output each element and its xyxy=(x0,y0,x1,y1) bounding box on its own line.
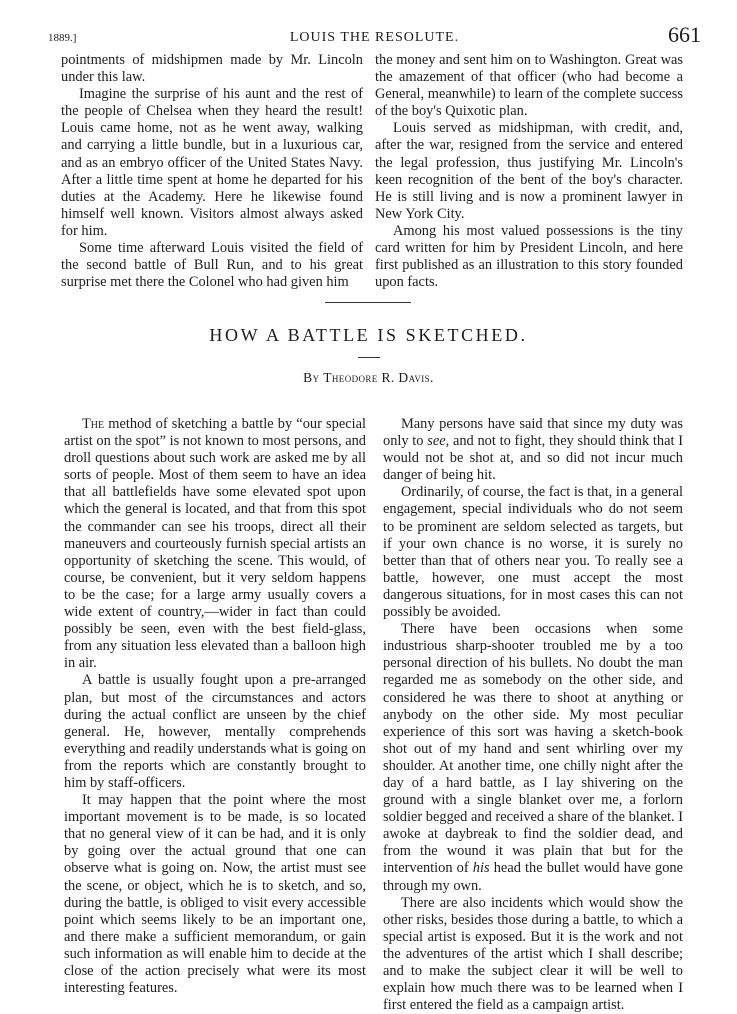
opening-paragraph xyxy=(64,416,366,672)
paragraph: There are also incidents which would show the other risks, besides those during a battle, to which a special artist is exposed. But it is the work and not the adventures of the artist which I shall describe; and to make the subject clear it will be well to explain how much there was to be learned when I first entered the field as a campaign artist. xyxy=(383,894,683,1014)
paragraph: Among his most valued possessions is the tiny card written for him by President Lincoln, and here first published as an illustration to this story founded upon facts. xyxy=(375,222,683,291)
title-rule xyxy=(358,357,380,358)
paragraph xyxy=(383,621,683,895)
issue-date: 1889.] xyxy=(48,32,77,44)
paragraph: Imagine the surprise of his aunt and the rest of the people of Chelsea when they heard the result! Louis came home, not as he went away, walking and carrying a little bundle, but in a luxurious car, and as an embryo officer of the United States Navy. After a little time spent at home he departed for his duties at the Academy. Here he likewise found himself well known. Visitors almost always asked for him. xyxy=(61,86,363,239)
paragraph: Ordinarily, of course, the fact is that, in a general engagement, special individuals who do not seem to be prominent are seldom selected as targets, but if your own chance is no worse, it is surely no better than that of others near you. To really see a battle, however, one must accept the most dangerous situations, for in most cases this can not possibly be avoided. xyxy=(383,484,683,621)
paragraph-text: and not to fight, they should think that I would not be shot at, and so did not incur much danger of being hit. xyxy=(383,433,683,484)
article-column-right xyxy=(383,416,683,1014)
paragraph xyxy=(383,416,683,484)
byline-author: Theodore R. Davis. xyxy=(323,370,434,385)
paragraph-text: There have been occasions when some industrious sharp-shooter troubled me by a too personal direction of his bullets. No doubt the man regarded me as somebody on the other side, and considered he was there to shoot at anything or anybody on the other side. My most peculiar experience of this sort was having a sketch-book shot out of my hand and sent whirling over my shoulder. At another time, one chilly night after the day of a hard battle, as I lay shivering on the ground with a single blanket over me, a forlorn soldier begged and received a share of the blanket. I awoke at daybreak to find the soldier dead, and from the wound it was plain that but for the intervention of xyxy=(383,621,683,877)
emphasis: his xyxy=(472,860,490,877)
section-divider xyxy=(325,302,411,303)
paragraph-text: method of sketching a battle by “our special artist on the spot” is not known to most persons, and droll questions about such work are asked me by all sorts of people. Most of them seem to have an idea that all battlefields have some elevated spot upon which the general is located, and that from this spot the commander can see his troops, direct all their maneuvers and courteously furnish special artists an opportunity of sketching the scene. This would, of course, be convenient, but it very seldom happens to be the case; for a large army usually covers a wide extent of country,—wider in fact than could possibly be seen, even with the best field-glass, from any situation less elevated than a balloon high in air. xyxy=(64,416,366,672)
page-number: 661 xyxy=(668,22,701,47)
paragraph: pointments of midshipmen made by Mr. Lincoln under this law. xyxy=(61,52,363,86)
paragraph: Some time afterward Louis visited the field of the second battle of Bull Run, and to his great surprise met there the Colonel who had given him xyxy=(61,240,363,291)
running-title: LOUIS THE RESOLUTE. xyxy=(289,30,460,45)
paragraph-text: head the bullet would have gone through my own. xyxy=(383,860,684,894)
paragraph: Louis served as midshipman, with credit, and, after the war, resigned from the service and entered the legal profession, thus justifying Mr. Lincoln's keen recognition of the bent of the boy's character. He is still living and is now a prominent lawyer in New York City. xyxy=(375,120,683,222)
lead-word: The xyxy=(82,416,105,432)
article-column-left xyxy=(64,416,366,997)
story-continuation-column-right xyxy=(375,52,683,291)
paragraph: the money and sent him on to Washington. Great was the amazement of that officer (who had become a General, meanwhile) to learn of the complete success of the boy's Quixotic plan. xyxy=(375,52,683,120)
article-title: HOW A BATTLE IS SKETCHED. xyxy=(209,325,528,345)
byline xyxy=(0,370,737,386)
story-continuation-column-left xyxy=(61,52,363,291)
running-head xyxy=(48,24,701,54)
emphasis: see, xyxy=(427,433,450,450)
byline-prefix: By xyxy=(303,370,320,385)
paragraph: A battle is usually fought upon a pre-arranged plan, but most of the circumstances and actors during the actual conflict are unseen by the chief general. He, however, mentally comprehends everything and readily understands what is going on from the reports which are constantly brought to him by staff-officers. xyxy=(64,672,366,791)
paragraph-text: Many persons have said that since my duty was only to xyxy=(383,416,683,450)
paragraph: It may happen that the point where the most important movement is to be made, is so located that no general view of it can be had, and it is only by going over the actual ground that one can observe what is going on. Now, the artist must see the scene, or object, which he is to sketch, and so, during the battle, is obliged to visit every accessible point which seems likely to be an important one, and there make a sufficient memorandum, or gain such information as will enable him to decide at the close of the action precisely what were its most interesting features. xyxy=(64,792,366,997)
